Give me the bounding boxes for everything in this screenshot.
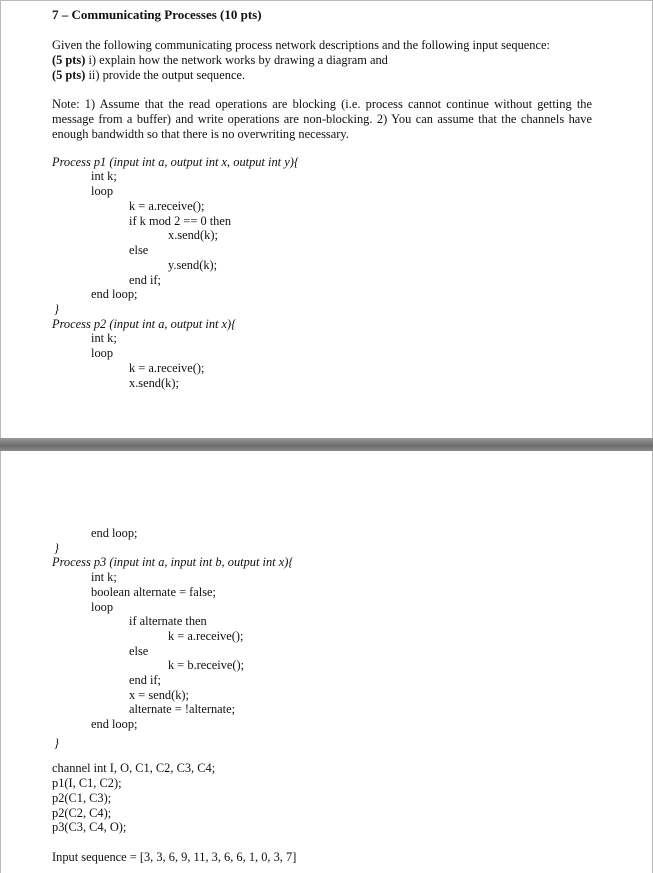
p1-send-y: y.send(k); xyxy=(168,258,218,272)
p3-end-if: end if; xyxy=(129,673,161,687)
p2-end-loop: end loop; xyxy=(91,526,138,540)
p2-signature: Process p2 (input int a, output int x){ xyxy=(52,317,237,331)
p1-end-loop: end loop; xyxy=(91,287,138,301)
part-i-points: (5 pts) xyxy=(52,53,86,67)
p1-declaration: int k; xyxy=(91,169,117,183)
channel-declaration: channel int I, O, C1, C2, C3, C4; xyxy=(52,761,216,775)
p2-send: x.send(k); xyxy=(129,376,179,390)
instance-p1: p1(I, C1, C2); xyxy=(52,776,122,790)
question-title: 7 – Communicating Processes (10 pts) xyxy=(52,7,262,22)
part-ii-text: ii) provide the output sequence. xyxy=(85,68,246,82)
part-i xyxy=(52,53,612,68)
instance-p3: p3(C3, C4, O); xyxy=(52,820,127,834)
p2-loop: loop xyxy=(91,346,114,360)
p3-else: else xyxy=(129,644,149,658)
p1-send-x: x.send(k); xyxy=(168,228,218,242)
p3-if: if alternate then xyxy=(129,614,207,628)
p1-close: } xyxy=(54,302,59,316)
part-ii-points: (5 pts) xyxy=(52,68,86,82)
part-ii xyxy=(52,68,612,83)
note-paragraph: Note: 1) Assume that the read operations are blocking (i.e. process cannot continue without getting the message from a buffer) and write operations are non-blocking. 2) You can assume that the channels have enough bandwidth so that there is no overwriting necessary. xyxy=(52,97,592,141)
p3-receive-b: k = b.receive(); xyxy=(168,658,245,672)
input-sequence: Input sequence = [3, 3, 6, 9, 11, 3, 6, 6, 1, 0, 3, 7] xyxy=(52,850,297,864)
part-i-text: i) explain how the network works by drawing a diagram and xyxy=(85,53,388,67)
p1-else: else xyxy=(129,243,149,257)
p3-toggle: alternate = !alternate; xyxy=(129,702,236,716)
p3-signature: Process p3 (input int a, input int b, output int x){ xyxy=(52,555,294,569)
p1-end-if: end if; xyxy=(129,273,161,287)
page-divider xyxy=(0,438,653,451)
p3-end-loop: end loop; xyxy=(91,717,138,731)
p3-boolean: boolean alternate = false; xyxy=(91,585,216,599)
p2-close: } xyxy=(54,541,59,555)
p1-loop: loop xyxy=(91,184,114,198)
p3-send: x = send(k); xyxy=(129,688,189,702)
p1-receive: k = a.receive(); xyxy=(129,199,205,213)
p2-declaration: int k; xyxy=(91,331,117,345)
p1-if: if k mod 2 == 0 then xyxy=(129,214,232,228)
p3-receive-a: k = a.receive(); xyxy=(168,629,244,643)
p3-loop: loop xyxy=(91,600,114,614)
p3-close: } xyxy=(54,736,59,750)
page-2 xyxy=(0,451,653,873)
p3-declaration: int k; xyxy=(91,570,117,584)
p1-signature: Process p1 (input int a, output int x, output int y){ xyxy=(52,155,299,169)
question-intro: Given the following communicating process network descriptions and the following input sequence: xyxy=(52,38,550,52)
p2-receive: k = a.receive(); xyxy=(129,361,205,375)
instance-p2-a: p2(C1, C3); xyxy=(52,791,112,805)
instance-p2-b: p2(C2, C4); xyxy=(52,806,112,820)
